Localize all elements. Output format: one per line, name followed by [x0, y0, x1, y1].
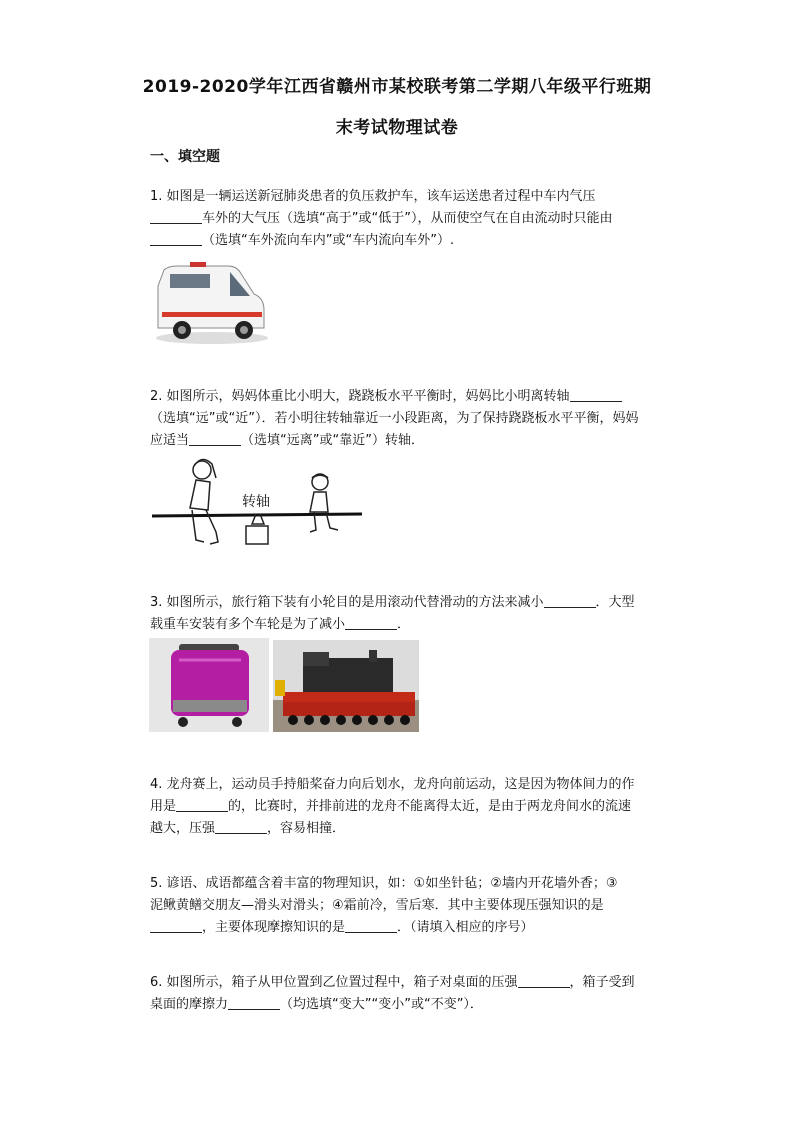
- question-1: [150, 186, 670, 252]
- q2-line1: 2. 如图所示，妈妈体重比小明大，跷跷板水平平衡时，妈妈比小明离转轴: [150, 386, 670, 408]
- q3-line1: 3. 如图所示，旅行箱下装有小轮目的是用滚动代替滑动的方法来减小 ．大型: [150, 595, 635, 610]
- answer-blank: [150, 231, 202, 246]
- answer-blank: [215, 819, 267, 834]
- q4-line1: 4. 龙舟赛上，运动员手持船桨奋力向后划水，龙舟向前运动，这是因为物体间力的作: [150, 777, 635, 792]
- q3-line2: 载重车安装有多个车轮是为了减小 ．: [150, 617, 411, 632]
- question-3: [150, 592, 670, 636]
- answer-blank: [570, 387, 622, 402]
- q4-line2: 用是 的，比赛时，并排前进的龙舟不能离得太近，是由于两龙舟间水的流速: [150, 799, 632, 814]
- question-2: [150, 386, 670, 452]
- exam-title-line2: 末考试物理试卷: [335, 118, 459, 138]
- exam-title-line1: 2019-2020学年江西省赣州市某校联考第二学期八年级平行班期: [142, 77, 652, 97]
- q6-line1: 6. 如图所示，箱子从甲位置到乙位置过程中，箱子对桌面的压强 ，箱子受到: [150, 975, 635, 990]
- answer-blank: [150, 918, 202, 933]
- q4-line3: 越大，压强 ，容易相撞．: [150, 821, 346, 836]
- answer-blank: [189, 431, 241, 446]
- q6-line2: 桌面的摩擦力 （均选填“变大”“变小”或“不变”）．: [150, 997, 483, 1012]
- answer-blank: [544, 593, 596, 608]
- question-5: [150, 873, 670, 939]
- pivot-label: 转轴: [242, 494, 270, 510]
- answer-blank: [150, 209, 202, 224]
- suitcase-image: [149, 638, 269, 732]
- answer-blank: [345, 918, 397, 933]
- q5-line1: 5. 谚语、成语都蕴含着丰富的物理知识，如：①如坐针毡；②墙内开花墙外香；③: [150, 876, 618, 891]
- q5-line3: ，主要体现摩擦知识的是 ．（请填入相应的序号）: [150, 917, 670, 939]
- question-6: [150, 972, 670, 1016]
- section-heading: 一、填空题: [150, 149, 220, 165]
- q1-line1: 1. 如图是一辆运送新冠肺炎患者的负压救护车，该车运送患者过程中车内气压: [150, 189, 596, 204]
- ambulance-image: [150, 258, 270, 348]
- answer-blank: [518, 973, 570, 988]
- q1-line2: 车外的大气压（选填“高于”或“低于”），从而使空气在自由流动时只能由: [150, 208, 670, 230]
- question-4: [150, 774, 670, 840]
- q2-line2: （选填“远”或“近”）．若小明往转轴靠近一小段距离，为了保持跷跷板水平平衡，妈妈: [150, 411, 639, 426]
- answer-blank: [228, 995, 280, 1010]
- seesaw-figure: [150, 452, 370, 552]
- q2-line3: 应适当 （选填“远离”或“靠近”）转轴．: [150, 433, 424, 448]
- q5-line2: 泥鳅黄鳝交朋友—滑头对滑头；④霜前冷，雪后寒．其中主要体现压强知识的是: [150, 898, 604, 913]
- q1-line3: （选填“车外流向车内”或“车内流向车外”）.: [150, 230, 670, 252]
- answer-blank: [345, 615, 397, 630]
- heavy-truck-image: [273, 640, 419, 732]
- answer-blank: [176, 797, 228, 812]
